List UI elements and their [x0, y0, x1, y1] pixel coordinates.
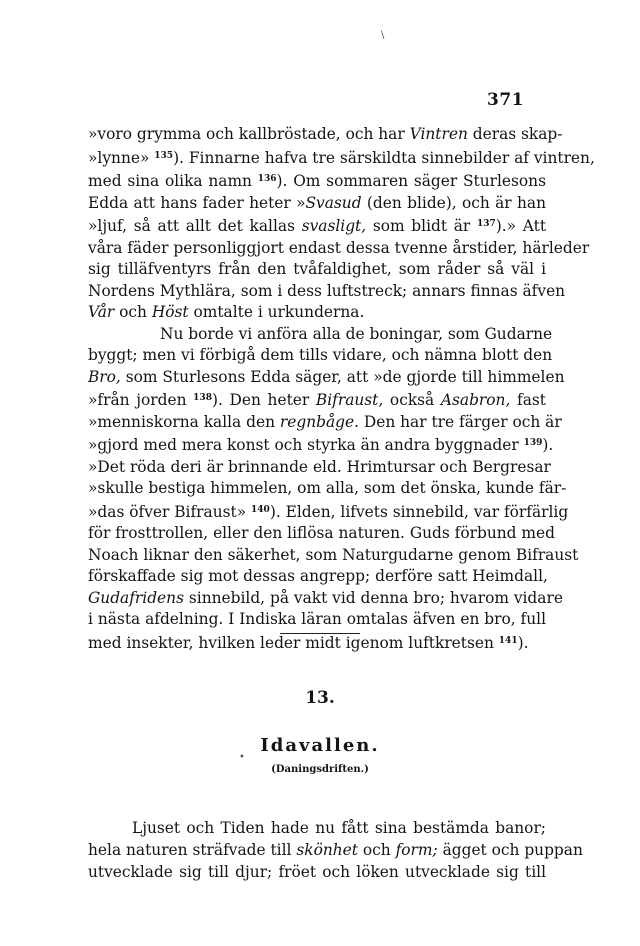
- text-line: med insekter, hvilken leder midt igenom luftkretsen $^{141}$).: [88, 633, 529, 652]
- text-line: »skulle bestiga himmelen, om alla, som det önska, kunde fär-: [88, 479, 567, 497]
- footnote-ref: 139: [523, 438, 543, 448]
- footnote-ref: 137: [476, 219, 496, 229]
- text-line: utvecklade sig till djur; fröet och löken utvecklade sig till: [88, 863, 546, 881]
- text-line: Nu borde vi anföra alla de boningar, som Gudarne: [160, 324, 553, 343]
- side-mark: •: [239, 752, 245, 763]
- page-number: 371: [487, 90, 524, 110]
- text-line: »voro grymma och kallbröstade, och har Vintren deras skap-: [88, 125, 563, 143]
- text-line: med sina olika namn $^{136}$). Om sommaren säger Sturlesons: [88, 172, 546, 190]
- text-line: i nästa afdelning. I Indiska läran omtalas äfven en bro, full: [88, 610, 546, 628]
- text-line: Vår och Höst omtalte i urkunderna.: [88, 303, 365, 321]
- chapter-subtitle: (Daningsdriften.): [271, 764, 369, 775]
- text-line: Edda att hans fader heter »Svasud (den blide), och är han: [88, 193, 546, 212]
- text-line: Bro, som Sturlesons Edda säger, att »de gjorde till himmelen: [88, 367, 565, 386]
- text-line: byggt; men vi förbigå dem tills vidare, och nämna blott den: [88, 346, 553, 364]
- chapter-number: 13.: [305, 688, 335, 708]
- text-line: »Det röda deri är brinnande eld. Hrimtursar och Bergresar: [88, 457, 551, 476]
- text-line: hela naturen sträfvade till skönhet och form; ägget och puppan: [88, 841, 583, 859]
- top-mark: \: [381, 30, 385, 41]
- footnote-ref: 136: [257, 174, 277, 184]
- text-line: Ljuset och Tiden hade nu fått sina bestämda banor;: [132, 819, 546, 837]
- text-line: för frosttrollen, eller den liflösa naturen. Guds förbund med: [88, 524, 555, 542]
- chapter-paragraph: [88, 817, 583, 883]
- text-line: »das öfver Bifraust» $^{140}$). Elden, lifvets sinnebild, var förfärlig: [88, 502, 569, 521]
- footnote-ref: 138: [193, 393, 212, 403]
- text-line: »från jorden $^{138}$). Den heter Bifraust, också Asabron, fast: [88, 391, 546, 409]
- section-divider: [280, 633, 360, 634]
- text-line: våra fäder personliggjort endast dessa tvenne årstider, härleder: [88, 238, 590, 257]
- text-line: »ljuf, så att allt det kallas svasligt, som blidt är $^{137}$).» Att: [88, 217, 547, 235]
- text-line: sig tilläfventyrs från den tvåfaldighet, som råder så väl i: [88, 260, 546, 278]
- footnote-ref: 141: [498, 635, 518, 646]
- text-line: »lynne» $^{135}$). Finnarne hafva tre särskildta sinnebilder af vintren,: [88, 148, 595, 167]
- text-line: »menniskorna kalla den regnbåge. Den har tre färger och är: [88, 412, 562, 431]
- footnote-ref: 135: [154, 150, 174, 161]
- text-line: Noach liknar den säkerhet, som Naturgudarne genom Bifraust: [88, 545, 579, 564]
- text-line: förskaffade sig mot dessas angrepp; derföre satt Heimdall,: [88, 567, 548, 585]
- text-line: »gjord med mera konst och styrka än andra byggnader $^{139}$).: [88, 436, 554, 454]
- paragraph-1: [88, 124, 595, 654]
- chapter-title: Idavallen.: [260, 735, 380, 756]
- text-line: Gudafridens sinnebild, på vakt vid denna bro; hvarom vidare: [88, 588, 563, 607]
- footnote-ref: 140: [251, 504, 270, 515]
- text-line: Nordens Mythlära, som i dess luftstreck; annars finnas äfven: [88, 281, 566, 300]
